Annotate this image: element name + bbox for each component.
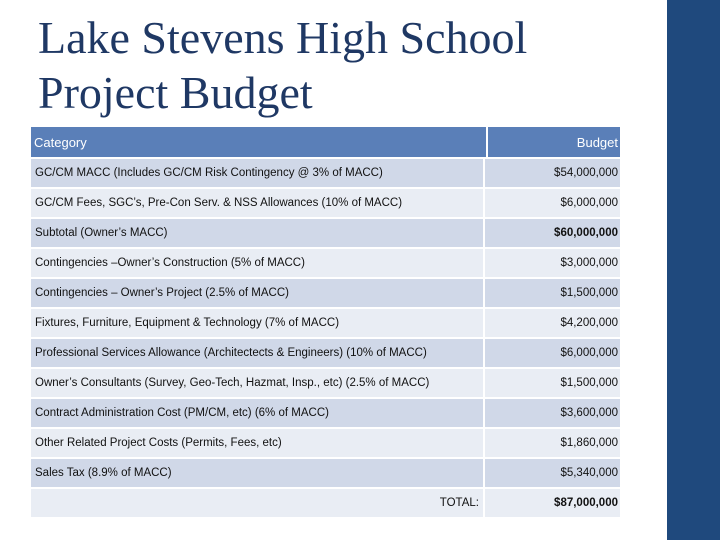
total-label: TOTAL: — [31, 489, 485, 517]
table-row — [31, 429, 620, 459]
row-category: Contingencies – Owner’s Project (2.5% of MACC) — [31, 279, 485, 307]
table-row — [31, 369, 620, 399]
table-row — [31, 309, 620, 339]
header-budget: Budget — [576, 134, 618, 150]
page-title — [38, 10, 638, 120]
budget-table — [31, 127, 620, 519]
table-row — [31, 339, 620, 369]
row-category: Professional Services Allowance (Architectects & Engineers) (10% of MACC) — [31, 339, 485, 367]
title-line-1: Lake Stevens High School — [38, 12, 528, 63]
row-category: Contingencies –Owner’s Construction (5% of MACC) — [31, 249, 485, 277]
row-budget: $6,000,000 — [560, 347, 618, 359]
table-row — [31, 189, 620, 219]
row-budget: $1,500,000 — [560, 287, 618, 299]
table-row — [31, 459, 620, 489]
row-budget: $1,860,000 — [560, 437, 618, 449]
row-category: Other Related Project Costs (Permits, Fees, etc) — [31, 429, 485, 457]
row-budget: $6,000,000 — [560, 197, 618, 209]
subtotal-value: $60,000,000 — [554, 227, 618, 239]
table-row — [31, 159, 620, 189]
total-value: $87,000,000 — [554, 497, 618, 509]
row-budget: $4,200,000 — [560, 317, 618, 329]
row-category: Contract Administration Cost (PM/CM, etc) (6% of MACC) — [31, 399, 485, 427]
table-row — [31, 279, 620, 309]
row-category: GC/CM Fees, SGC’s, Pre-Con Serv. & NSS Allowances (10% of MACC) — [31, 189, 485, 217]
row-category: GC/CM MACC (Includes GC/CM Risk Contingency @ 3% of MACC) — [31, 159, 485, 187]
table-row — [31, 399, 620, 429]
title-line-2: Project Budget — [38, 67, 313, 118]
header-category: Category — [31, 127, 488, 157]
table-row — [31, 249, 620, 279]
row-category: Owner’s Consultants (Survey, Geo-Tech, Hazmat, Insp., etc) (2.5% of MACC) — [31, 369, 485, 397]
row-budget: $3,600,000 — [560, 407, 618, 419]
side-accent-bar — [667, 0, 720, 540]
row-category: Sales Tax (8.9% of MACC) — [31, 459, 485, 487]
subtotal-row — [31, 219, 620, 249]
row-category: Fixtures, Furniture, Equipment & Technology (7% of MACC) — [31, 309, 485, 337]
row-budget: $5,340,000 — [560, 467, 618, 479]
row-budget: $1,500,000 — [560, 377, 618, 389]
row-budget: $3,000,000 — [560, 257, 618, 269]
table-header — [31, 127, 620, 159]
row-budget: $54,000,000 — [554, 167, 618, 179]
total-row — [31, 489, 620, 519]
row-category: Subtotal (Owner’s MACC) — [31, 219, 485, 247]
